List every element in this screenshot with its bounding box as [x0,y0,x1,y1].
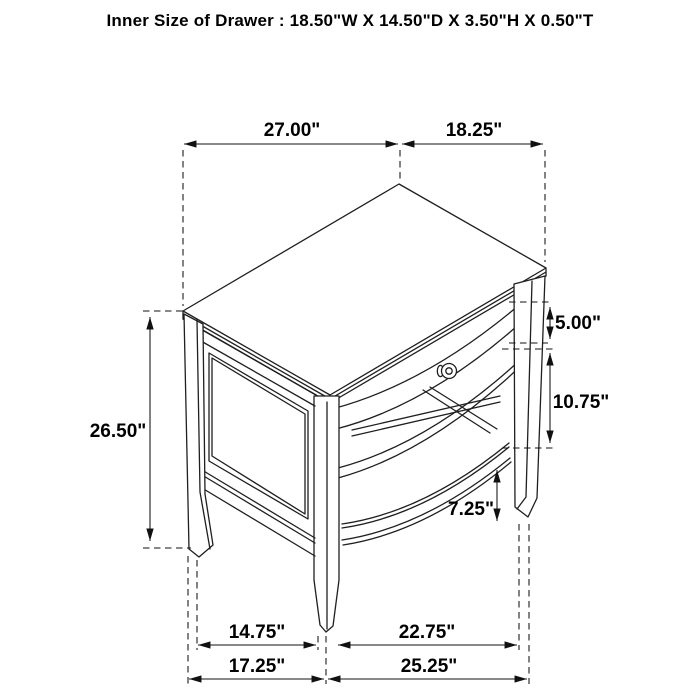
dim-top-width-label: 27.00" [263,120,321,141]
dim-drawer-height-label: 5.00" [555,313,601,334]
dim-top-depth-label: 18.25" [445,120,503,141]
right-rear-leg [514,276,545,517]
dim-overall-height-label: 26.50" [89,421,147,442]
dim-compartment-label: 10.75" [552,392,610,413]
dim-bottom-left-overall-label: 17.25" [228,656,286,677]
dim-bottom-left-span-label: 14.75" [228,622,286,643]
page-title: Inner Size of Drawer : 18.50"W X 14.50"D X 3.50"H X 0.50"T [106,11,594,30]
dim-bottom-right-overall-label: 25.25" [400,656,458,677]
front-leg [314,396,339,632]
dim-shelf-floor-label: 7.25" [448,499,494,520]
drawer-knob [437,364,456,379]
cross-brace [352,387,500,436]
dim-bottom-right-span-label: 22.75" [398,622,456,643]
